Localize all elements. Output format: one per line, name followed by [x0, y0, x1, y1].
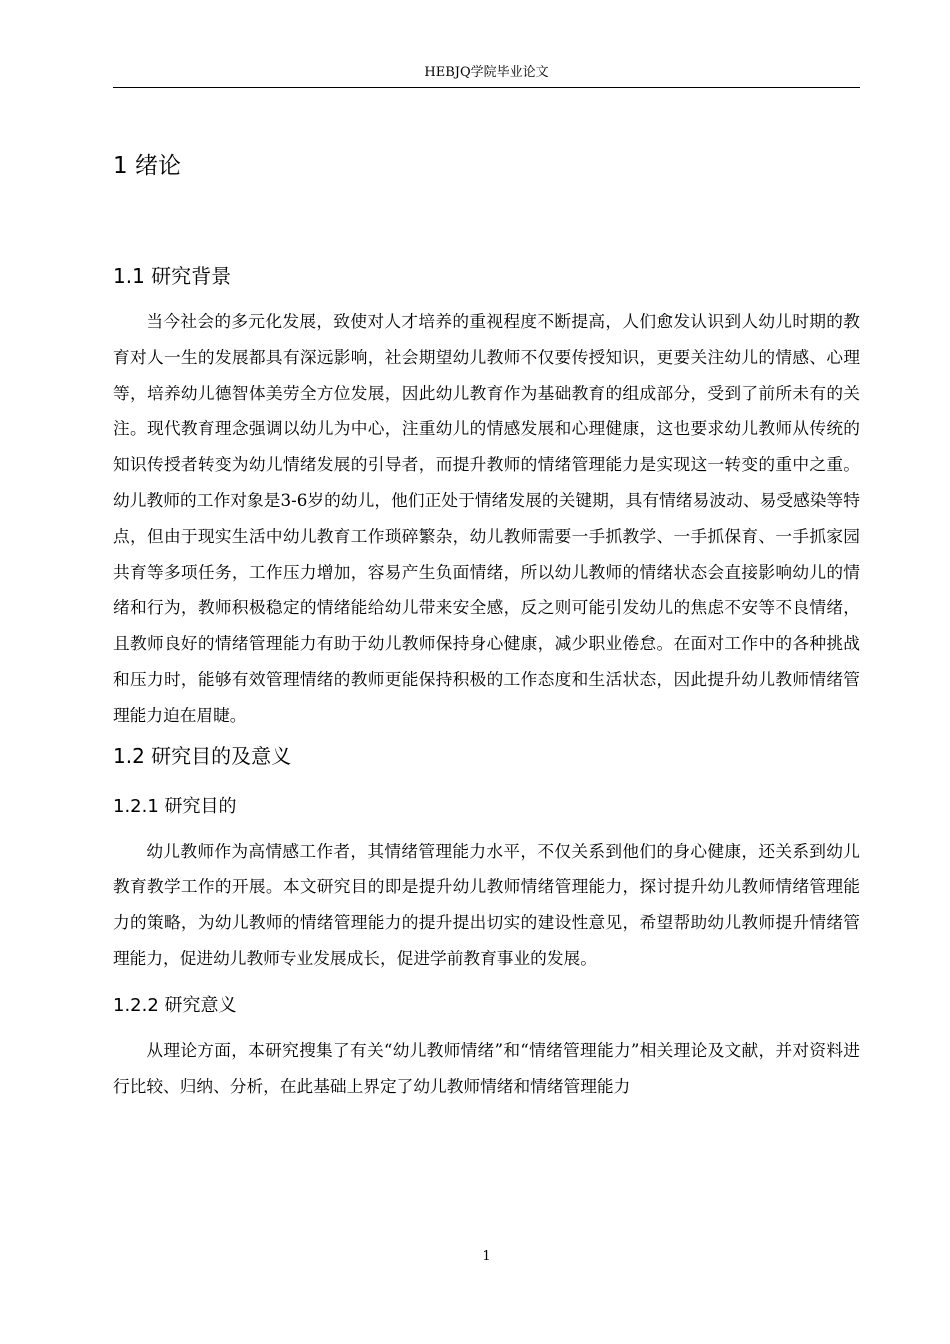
paragraph-research-background: 当今社会的多元化发展，致使对人才培养的重视程度不断提高，人们愈发认识到人幼儿时期的教育对人一生的发展都具有深远影响，社会期望幼儿教师不仅要传授知识，更要关注幼儿的情感、心理等，培养幼儿德智体美劳全方位发展，因此幼儿教育作为基础教育的组成部分，受到了前所未有的关注。现代教育理念强调以幼儿为中心，注重幼儿的情感发展和心理健康，这也要求幼儿教师从传统的知识传授者转变为幼儿情绪发展的引导者，而提升教师的情绪管理能力是实现这一转变的重中之重。幼儿教师的工作对象是3-6岁的幼儿，他们正处于情绪发展的关键期，具有情绪易波动、易受感染等特点，但由于现实生活中幼儿教育工作琐碎繁杂，幼儿教师需要一手抓教学、一手抓保育、一手抓家园共育等多项任务，工作压力增加，容易产生负面情绪，所以幼儿教师的情绪状态会直接影响幼儿的情绪和行为，教师积极稳定的情绪能给幼儿带来安全感，反之则可能引发幼儿的焦虑不安等不良情绪，且教师良好的情绪管理能力有助于幼儿教师保持身心健康，减少职业倦怠。在面对工作中的各种挑战和压力时，能够有效管理情绪的教师更能保持积极的工作态度和生活状态，因此提升幼儿教师情绪管理能力迫在眉睫。 — [113, 311, 860, 725]
header-rule — [113, 87, 860, 88]
running-header: HEBJQ学院毕业论文 — [424, 65, 549, 80]
subsection-heading-research-purpose: 1.2.1 研究目的 — [113, 795, 237, 817]
section-heading-research-background: 1.1 研究背景 — [113, 264, 232, 288]
paragraph-research-significance: 从理论方面，本研究搜集了有关“幼儿教师情绪”和“情绪管理能力”相关理论及文献，并对资料进行比较、归纳、分析，在此基础上界定了幼儿教师情绪和情绪管理能力 — [113, 1039, 860, 1096]
page-body — [113, 150, 860, 1104]
paragraph-research-purpose: 幼儿教师作为高情感工作者，其情绪管理能力水平，不仅关系到他们的身心健康，还关系到幼儿教育教学工作的开展。本文研究目的即是提升幼儿教师情绪管理能力，探讨提升幼儿教师情绪管理能力的策略，为幼儿教师的情绪管理能力的提升提出切实的建设性意见，希望帮助幼儿教师提升情绪管理能力，促进幼儿教师专业发展成长，促进学前教育事业的发展。 — [113, 840, 860, 968]
section-heading-purpose-and-significance: 1.2 研究目的及意义 — [113, 743, 292, 768]
subsection-heading-research-significance: 1.2.2 研究意义 — [113, 994, 237, 1016]
chapter-heading: 1 绪论 — [113, 153, 181, 179]
page-number: 1 — [482, 1249, 491, 1264]
